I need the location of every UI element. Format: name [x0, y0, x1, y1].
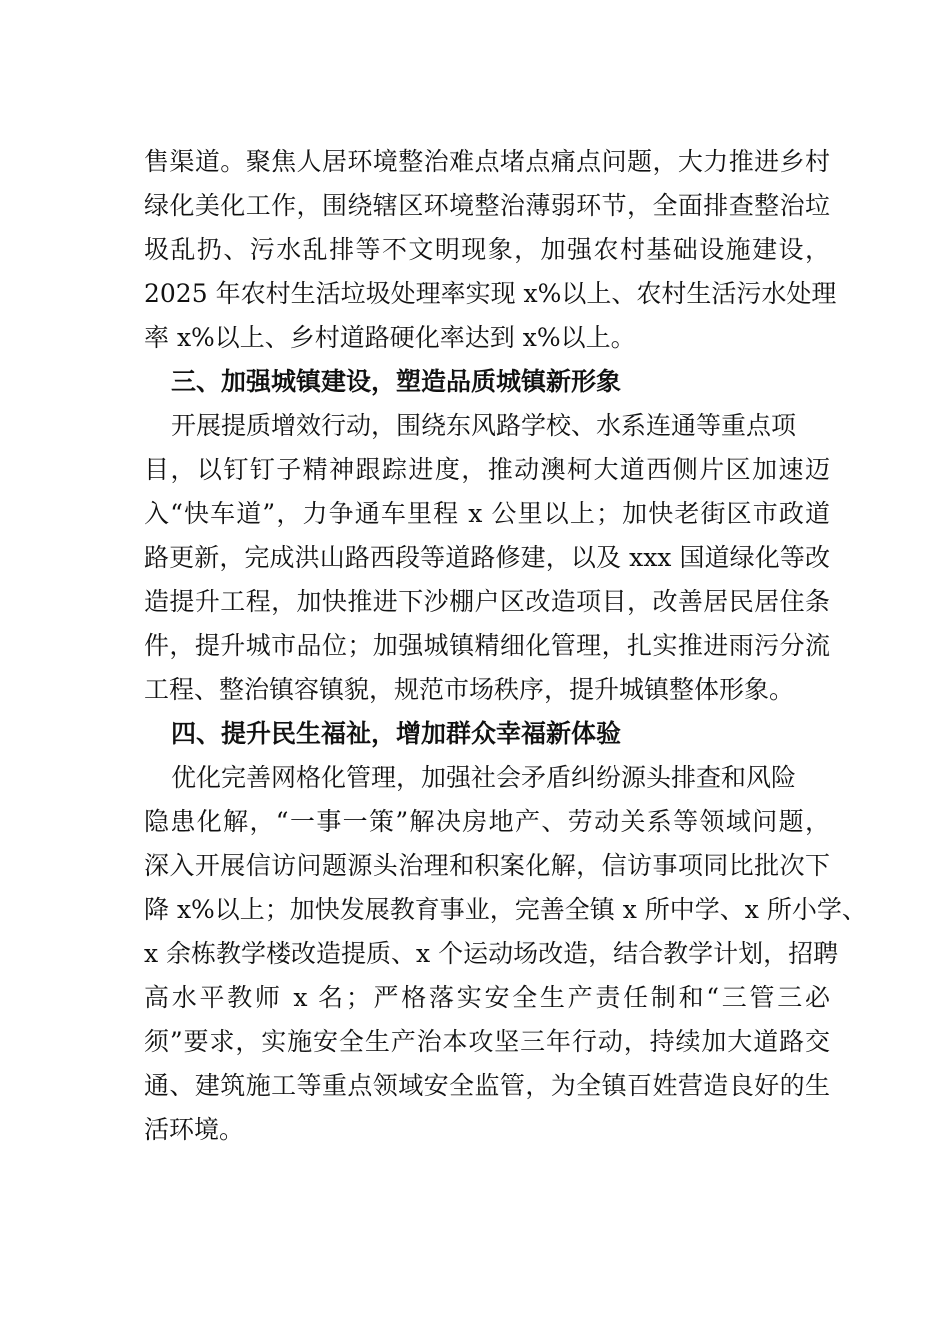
section-heading: 三、加强城镇建设，塑造品质城镇新形象 [171, 367, 622, 396]
paragraph-line: 通、建筑施工等重点领域安全监管，为全镇百姓营造良好的生 [144, 1071, 830, 1100]
paragraph-intro [144, 140, 837, 360]
paragraph-line: 隐患化解，“一事一策”解决房地产、劳动关系等领域问题， [144, 807, 830, 836]
paragraph-line: 绿化美化工作，围绕辖区环境整治薄弱环节，全面排查整治垃 [144, 191, 830, 220]
paragraph-line: 开展提质增效行动，围绕东风路学校、水系连通等重点项 [171, 411, 797, 440]
paragraph-line: 工程、整治镇容镇貌，规范市场秩序，提升城镇整体形象。 [144, 675, 795, 704]
paragraph-line: 入“快车道”，力争通车里程 x 公里以上；加快老街区市政道 [144, 499, 830, 528]
paragraph-line: 2025 年农村生活垃圾处理率实现 x%以上、农村生活污水处理 [144, 279, 837, 308]
paragraph-line: 圾乱扔、污水乱排等不文明现象，加强农村基础设施建设， [144, 235, 830, 264]
section-4 [144, 712, 867, 1152]
paragraph-line: 降 x%以上；加快发展教育事业，完善全镇 x 所中学、x 所小学、 [144, 895, 867, 924]
section-heading: 四、提升民生福祉，增加群众幸福新体验 [171, 719, 622, 748]
paragraph-line: 优化完善网格化管理，加强社会矛盾纠纷源头排查和风险 [171, 763, 797, 792]
paragraph-line: 深入开展信访问题源头治理和积案化解，信访事项同比批次下 [144, 851, 830, 880]
document-body [144, 140, 867, 1152]
section-3 [144, 360, 830, 712]
paragraph-line: 目，以钉钉子精神跟踪进度，推动澳柯大道西侧片区加速迈 [144, 455, 830, 484]
paragraph-line: 率 x%以上、乡村道路硬化率达到 x%以上。 [144, 323, 636, 352]
paragraph-line: 路更新，完成洪山路西段等道路修建，以及 xxx 国道绿化等改 [144, 543, 830, 572]
paragraph-line: 售渠道。聚焦人居环境整治难点堵点痛点问题，大力推进乡村 [144, 147, 830, 176]
paragraph-line: 件，提升城市品位；加强城镇精细化管理，扎实推进雨污分流 [144, 631, 830, 660]
paragraph-line: 造提升工程，加快推进下沙棚户区改造项目，改善居民居住条 [144, 587, 830, 616]
paragraph-line: 须”要求，实施安全生产治本攻坚三年行动，持续加大道路交 [144, 1027, 830, 1056]
paragraph-line: 高水平教师 x 名；严格落实安全生产责任制和“三管三必 [144, 983, 830, 1012]
paragraph-line: 活环境。 [144, 1115, 245, 1144]
paragraph-line: x 余栋教学楼改造提质、x 个运动场改造，结合教学计划，招聘 [144, 939, 839, 968]
